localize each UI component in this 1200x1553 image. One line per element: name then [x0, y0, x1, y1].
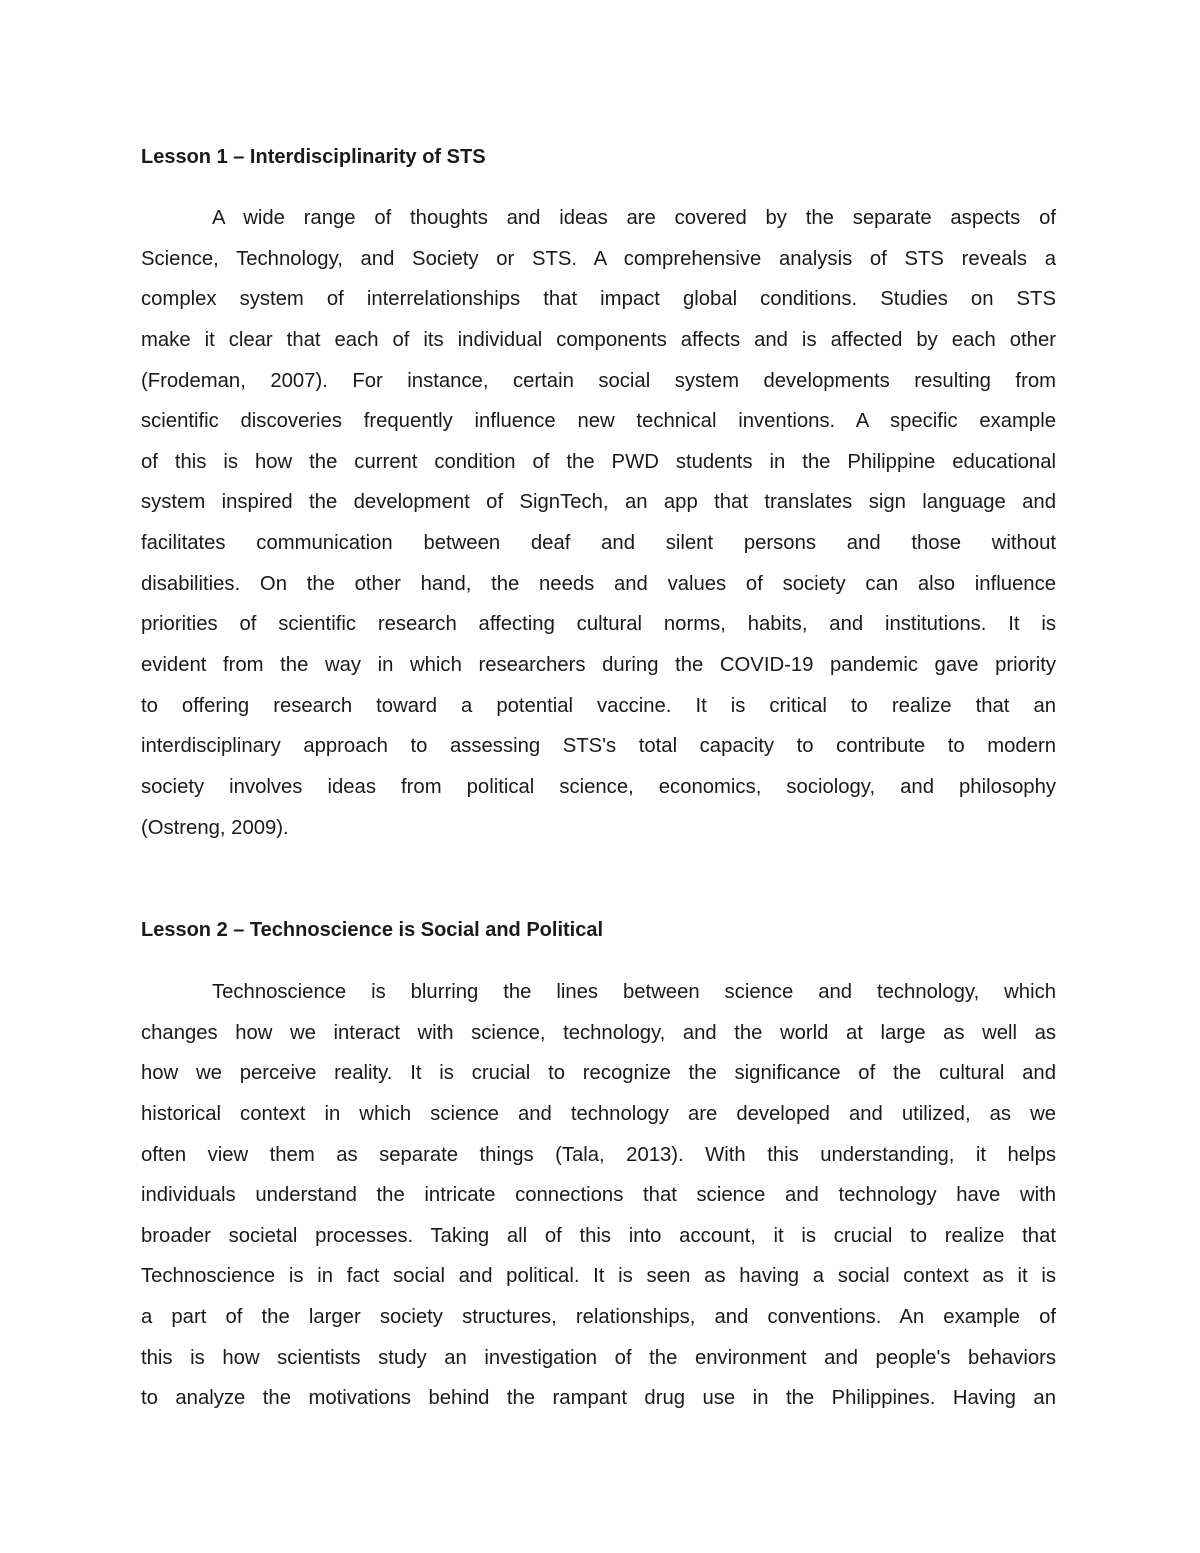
text-line: scientific discoveries frequently influence new technical inventions. A specific example [141, 410, 1056, 433]
text-line: to offering research toward a potential vaccine. It is critical to realize that an [141, 694, 1056, 717]
lesson-2-heading: Lesson 2 – Technoscience is Social and Political [141, 919, 604, 941]
text-line: often view them as separate things (Tala, 2013). With this understanding, it helps [141, 1143, 1056, 1166]
lesson-1-heading: Lesson 1 – Interdisciplinarity of STS [141, 146, 486, 168]
text-line: to analyze the motivations behind the rampant drug use in the Philippines. Having an [141, 1387, 1056, 1410]
text-line: a part of the larger society structures, relationships, and conventions. An example of [141, 1306, 1056, 1329]
lesson-2-paragraph [141, 980, 1056, 1427]
text-line: priorities of scientific research affecting cultural norms, habits, and institutions. It is [141, 613, 1056, 636]
text-line: (Ostreng, 2009). [141, 816, 289, 839]
text-line: society involves ideas from political science, economics, sociology, and philosophy [141, 775, 1056, 798]
text-line: complex system of interrelationships that impact global conditions. Studies on STS [141, 288, 1056, 311]
text-line: disabilities. On the other hand, the needs and values of society can also influence [141, 572, 1056, 595]
lesson-1-paragraph [141, 206, 1056, 856]
text-line: (Frodeman, 2007). For instance, certain social system developments resulting from [141, 369, 1056, 392]
text-line: A wide range of thoughts and ideas are covered by the separate aspects of [212, 207, 1056, 229]
text-line: individuals understand the intricate connections that science and technology have with [141, 1184, 1056, 1207]
text-line: historical context in which science and technology are developed and utilized, as we [141, 1102, 1056, 1125]
text-line: make it clear that each of its individual components affects and is affected by each other [141, 328, 1056, 351]
text-line: this is how scientists study an investigation of the environment and people's behaviors [141, 1346, 1056, 1369]
text-line: broader societal processes. Taking all of this into account, it is crucial to realize that [141, 1224, 1056, 1247]
text-line: Technoscience is blurring the lines between science and technology, which [212, 981, 1056, 1003]
text-line: how we perceive reality. It is crucial to recognize the significance of the cultural and [141, 1062, 1056, 1085]
text-line: facilitates communication between deaf and silent persons and those without [141, 532, 1056, 555]
text-line: Science, Technology, and Society or STS. A comprehensive analysis of STS reveals a [141, 247, 1056, 270]
text-line: of this is how the current condition of the PWD students in the Philippine educational [141, 450, 1056, 473]
text-line: evident from the way in which researchers during the COVID-19 pandemic gave priority [141, 654, 1056, 677]
text-line: Technoscience is in fact social and political. It is seen as having a social context as it is [141, 1265, 1056, 1288]
text-line: changes how we interact with science, technology, and the world at large as well as [141, 1021, 1056, 1044]
text-line: system inspired the development of SignTech, an app that translates sign language and [141, 491, 1056, 514]
text-line: interdisciplinary approach to assessing STS's total capacity to contribute to modern [141, 735, 1056, 758]
